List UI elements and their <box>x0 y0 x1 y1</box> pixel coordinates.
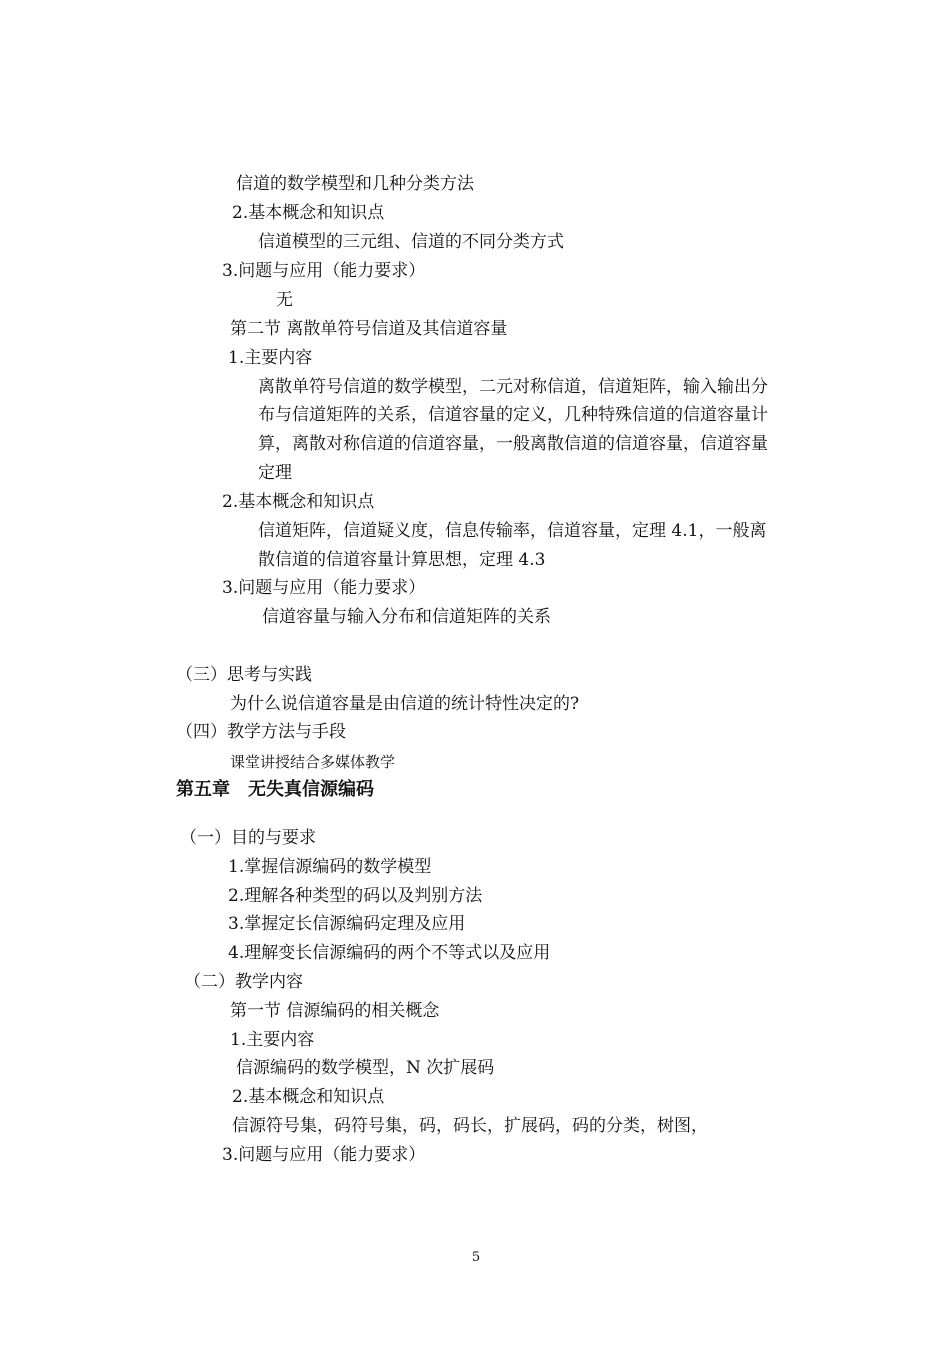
text-line: 布与信道矩阵的关系，信道容量的定义，几种特殊信道的信道容量计 <box>258 405 768 425</box>
text-line: 无 <box>276 290 293 310</box>
subsection-title: （二）教学内容 <box>184 972 303 992</box>
text-line: 2.基本概念和知识点 <box>232 1087 385 1107</box>
text-line: 1.掌握信源编码的数学模型 <box>228 857 432 877</box>
text-line: 散信道的信道容量计算思想，定理 4.3 <box>258 550 546 570</box>
text-line: 离散单符号信道的数学模型，二元对称信道，信道矩阵，输入输出分 <box>258 377 768 397</box>
chapter-heading: 第五章 无失真信源编码 <box>176 779 374 800</box>
subsection-title: （四）教学方法与手段 <box>176 722 346 742</box>
page-number: 5 <box>471 1250 481 1265</box>
text-line: 2.基本概念和知识点 <box>222 492 375 512</box>
text-line: 2.基本概念和知识点 <box>232 203 385 223</box>
text-line: 信道矩阵，信道疑义度，信息传输率，信道容量，定理 4.1，一般离 <box>258 521 767 541</box>
text-line: 课堂讲授结合多媒体教学 <box>230 753 396 771</box>
text-line: 4.理解变长信源编码的两个不等式以及应用 <box>228 943 551 963</box>
text-line: 3.问题与应用（能力要求） <box>222 261 426 281</box>
subsection-title: （三）思考与实践 <box>176 665 312 685</box>
text-line: 信源编码的数学模型，N 次扩展码 <box>236 1058 495 1078</box>
section-title: 第一节 信源编码的相关概念 <box>230 1001 440 1021</box>
text-line: 1.主要内容 <box>228 348 313 368</box>
section-title: 第二节 离散单符号信道及其信道容量 <box>230 319 508 339</box>
text-line: 1.主要内容 <box>230 1030 315 1050</box>
text-line: 信道容量与输入分布和信道矩阵的关系 <box>262 607 551 627</box>
text-line: 3.问题与应用（能力要求） <box>222 578 426 598</box>
text-line: 2.理解各种类型的码以及判别方法 <box>228 886 483 906</box>
text-line: 3.掌握定长信源编码定理及应用 <box>228 914 466 934</box>
text-line: 信源符号集，码符号集，码，码长，扩展码，码的分类，树图， <box>232 1116 708 1136</box>
subsection-title: （一）目的与要求 <box>180 828 316 848</box>
text-line: 信道模型的三元组、信道的不同分类方式 <box>258 232 564 252</box>
text-line: 定理 <box>258 463 292 483</box>
text-line: 信道的数学模型和几种分类方法 <box>236 174 474 194</box>
text-line: 为什么说信道容量是由信道的统计特性决定的? <box>230 694 580 714</box>
text-line: 算，离散对称信道的信道容量，一般离散信道的信道容量，信道容量 <box>258 434 768 454</box>
text-line: 3.问题与应用（能力要求） <box>222 1145 426 1165</box>
